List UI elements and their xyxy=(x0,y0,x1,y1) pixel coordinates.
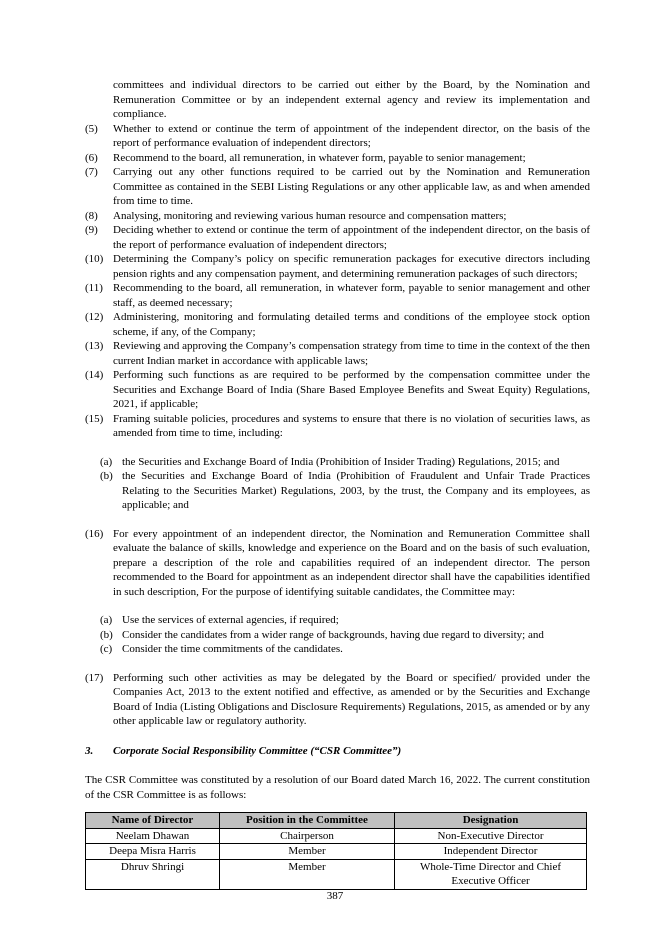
list-item-text: Carrying out any other functions required to be carried out by the Nomination and Remuneration Committee as contained in the SEBI Listing Regulations or any other applicable law, as and when amended from time to time. xyxy=(113,166,590,207)
sublist-item-number: (a) xyxy=(100,614,113,626)
sublist-item-b xyxy=(100,628,590,643)
list-item-7 xyxy=(85,165,590,209)
list-item-text: Recommend to the board, all remuneration, in whatever form, payable to senior management; xyxy=(113,151,526,164)
list-item-number: (6) xyxy=(85,151,98,164)
sublist-item-number: (b) xyxy=(100,470,113,482)
sublist-item-number: (c) xyxy=(100,643,113,655)
sublist-item-text: the Securities and Exchange Board of India (Prohibition of Fraudulent and Unfair Trade Practices Relating to the Securities Market) Regulations, 2003, by the trust, the Company and its employees, as applicable; and xyxy=(122,470,590,511)
list-item-text: Administering, monitoring and formulating detailed terms and conditions of the employee stock option scheme, if any, of the Company; xyxy=(113,311,590,338)
list-item-number: (9) xyxy=(85,224,98,236)
list-item-text: Framing suitable policies, procedures and systems to ensure that there is no violation of securities laws, as amended from time to time, including: xyxy=(113,412,590,439)
table-row xyxy=(86,859,587,889)
sublist-item-c xyxy=(100,642,590,657)
list-item-text: Analysing, monitoring and reviewing various human resource and compensation matters; xyxy=(113,209,507,222)
page-number: 387 xyxy=(326,890,344,902)
table-cell-designation: Non-Executive Director xyxy=(395,828,587,844)
sublist-item-text: Consider the time commitments of the candidates. xyxy=(122,643,343,655)
list-item-number: (13) xyxy=(85,340,104,352)
table-cell-director-name: Deepa Misra Harris xyxy=(86,844,220,860)
list-item-17 xyxy=(85,671,590,729)
list-item-10 xyxy=(85,252,590,281)
list-item-number: (10) xyxy=(85,253,104,265)
sublist-item-text: Consider the candidates from a wider range of backgrounds, having due regard to diversity; and xyxy=(122,628,544,641)
list-item-14 xyxy=(85,368,590,412)
sublist-item-text: the Securities and Exchange Board of India (Prohibition of Insider Trading) Regulations, 2015; and xyxy=(122,455,560,468)
table-header-designation: Designation xyxy=(395,813,587,829)
sublist-item-number: (a) xyxy=(100,455,113,468)
table-cell-director-name: Dhruv Shringi xyxy=(86,859,220,889)
list-item-12 xyxy=(85,310,590,339)
table-row xyxy=(86,844,587,860)
table-cell-director-name: Neelam Dhawan xyxy=(86,828,220,844)
table-header-name-of-director: Name of Director xyxy=(86,813,220,829)
table-cell-position: Member xyxy=(220,844,395,860)
list-item-text: Determining the Company’s policy on specific remuneration packages for executive directors including pension rights and any compensation payment, and determining remuneration packages of such directors; xyxy=(113,253,590,280)
table-cell-designation: Independent Director xyxy=(395,844,587,860)
list-item-number: (16) xyxy=(85,527,104,540)
section-heading-csr-committee xyxy=(85,744,590,759)
list-item-6 xyxy=(85,151,590,166)
list-item-text: For every appointment of an independent director, the Nomination and Remuneration Committee shall evaluate the balance of skills, knowledge and experience on the Board and on the basis of such evaluation, prepare a description of the role and capabilities required of an independent director. The person recommended to the Board for appointment as an independent director shall have the capabilities identified in such description, For the purpose of identifying suitable candidates, the Committee may: xyxy=(113,527,590,598)
list-item-16 xyxy=(85,527,590,600)
list-item-15 xyxy=(85,412,590,441)
list-item-number: (7) xyxy=(85,166,98,178)
table-cell-designation: Whole-Time Director and Chief Executive Officer xyxy=(395,859,587,889)
sublist-item-16 xyxy=(100,613,590,657)
table-row xyxy=(86,828,587,844)
sublist-item-b xyxy=(100,469,590,513)
list-item-number: (5) xyxy=(85,122,98,135)
list-item-5 xyxy=(85,122,590,151)
section-heading-text: Corporate Social Responsibility Committee (“CSR Committee”) xyxy=(113,744,402,757)
list-item-number: (14) xyxy=(85,369,104,381)
list-item-text: Whether to extend or continue the term of appointment of the independent director, on the basis of the report of performance evaluation of independent directors; xyxy=(113,122,590,149)
list-item-number: (11) xyxy=(85,282,103,294)
table-cell-position: Member xyxy=(220,859,395,889)
page-content xyxy=(85,78,590,890)
paragraph-continuation: committees and individual directors to be carried out either by the Board, by the Nomination and Remuneration Committee or by an independent external agency and review its implementation and compliance. xyxy=(113,79,590,120)
list-item-number: (12) xyxy=(85,311,104,323)
list-item-text: Reviewing and approving the Company’s compensation strategy from time to time in the context of the then current Indian market in accordance with applicable laws; xyxy=(113,340,590,367)
sublist-item-a xyxy=(100,613,590,628)
list-item-8 xyxy=(85,209,590,224)
list-item-number: (17) xyxy=(85,671,104,684)
list-item-text: Recommending to the board, all remuneration, in whatever form, payable to senior management and other staff, as deemed necessary; xyxy=(113,282,590,309)
table-header-position: Position in the Committee xyxy=(220,813,395,829)
table-cell-position: Chairperson xyxy=(220,828,395,844)
list-item-9 xyxy=(85,223,590,252)
sublist-item-a xyxy=(100,455,590,470)
sublist-item-15 xyxy=(100,455,590,513)
list-item-11 xyxy=(85,281,590,310)
list-item-text: Performing such functions as are required to be performed by the compensation committee under the Securities and Exchange Board of India (Share Based Employee Benefits and Sweat Equity) Regulations, 2021, if applicable; xyxy=(113,369,590,410)
sublist-item-number: (b) xyxy=(100,628,113,641)
csr-committee-table xyxy=(85,812,587,890)
list-item-number: (8) xyxy=(85,209,98,222)
list-item-text: Deciding whether to extend or continue the term of appointment of the independent director, on the basis of the report of performance evaluation of independent directors; xyxy=(113,224,590,251)
section-heading-number: 3. xyxy=(85,744,94,757)
list-item-text: Performing such other activities as may be delegated by the Board or specified/ provided under the Companies Act, 2013 to the extent notified and effective, as amended or by the Securities and Exchange Board of India (Listing Obligations and Disclosure Requirements) Regulations, 2015, as amended or by any other applicable law or regulatory authority. xyxy=(113,671,590,727)
paragraph-csr-constitution: The CSR Committee was constituted by a resolution of our Board dated March 16, 2022. The current constitution of the CSR Committee is as follows: xyxy=(85,774,590,801)
list-item-number: (15) xyxy=(85,412,104,425)
sublist-item-text: Use the services of external agencies, if required; xyxy=(122,614,339,626)
table-header-row xyxy=(86,813,587,829)
list-item-13 xyxy=(85,339,590,368)
